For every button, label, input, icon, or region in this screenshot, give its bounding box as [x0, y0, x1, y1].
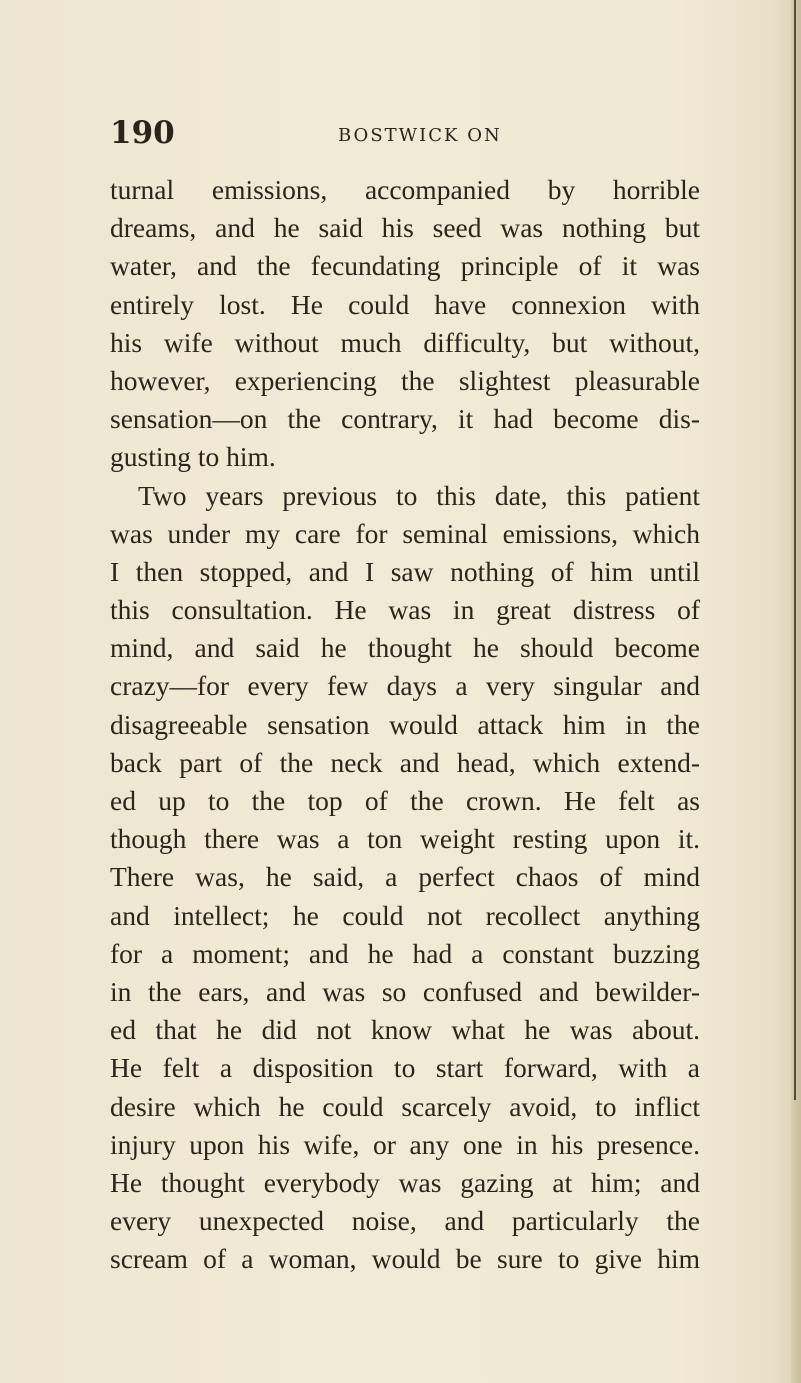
text-line: sensation—on the contrary, it had become dis- — [110, 403, 700, 435]
page-edge — [791, 0, 801, 1383]
text-line: Two years previous to this date, this patient — [138, 479, 700, 511]
text-line: turnal emissions, accompanied by horrible — [110, 174, 700, 205]
text-line: ed that he did not know what he was about. — [110, 1014, 700, 1046]
text-line: scream of a woman, would be sure to give him — [110, 1243, 700, 1275]
text-line: crazy—for every few days a very singular and — [110, 670, 700, 702]
text-line: dreams, and he said his seed was nothing but — [110, 212, 700, 244]
text-line: back part of the neck and head, which extend- — [110, 746, 700, 778]
text-line: his wife without much difficulty, but without, — [110, 326, 700, 358]
text-line: for a moment; and he had a constant buzzing — [110, 937, 700, 969]
binding-shadow-line — [794, 0, 796, 1100]
page-number: 190 — [110, 115, 175, 151]
text-line: He thought everybody was gazing at him; and — [110, 1166, 700, 1198]
text-line: though there was a ton weight resting upon it. — [110, 823, 700, 855]
text-line: water, and the fecundating principle of it was — [110, 250, 700, 282]
text-line: every unexpected noise, and particularly the — [110, 1205, 700, 1237]
page-header — [110, 115, 710, 155]
text-line: in the ears, and was so confused and bewilder- — [110, 975, 700, 1007]
text-line: entirely lost. He could have connexion with — [110, 288, 700, 320]
text-line: I then stopped, and I saw nothing of him until — [110, 555, 700, 587]
text-line: gusting to him. — [110, 441, 276, 473]
text-line: ed up to the top of the crown. He felt as — [110, 785, 700, 816]
body-text — [110, 171, 700, 1278]
text-line: however, experiencing the slightest pleasurable — [110, 364, 700, 396]
text-line: was under my care for seminal emissions, which — [110, 517, 700, 549]
text-line: this consultation. He was in great distress of — [110, 594, 700, 626]
text-line: injury upon his wife, or any one in his presence. — [110, 1128, 700, 1160]
text-line: mind, and said he thought he should become — [110, 632, 700, 664]
text-line: and intellect; he could not recollect anything — [110, 899, 700, 931]
text-line: He felt a disposition to start forward, with a — [110, 1052, 700, 1084]
running-head: BOSTWICK ON — [338, 125, 502, 146]
text-line: There was, he said, a perfect chaos of mind — [110, 861, 700, 893]
text-line: disagreeable sensation would attack him in the — [110, 708, 700, 740]
text-line: desire which he could scarcely avoid, to inflict — [110, 1090, 700, 1122]
